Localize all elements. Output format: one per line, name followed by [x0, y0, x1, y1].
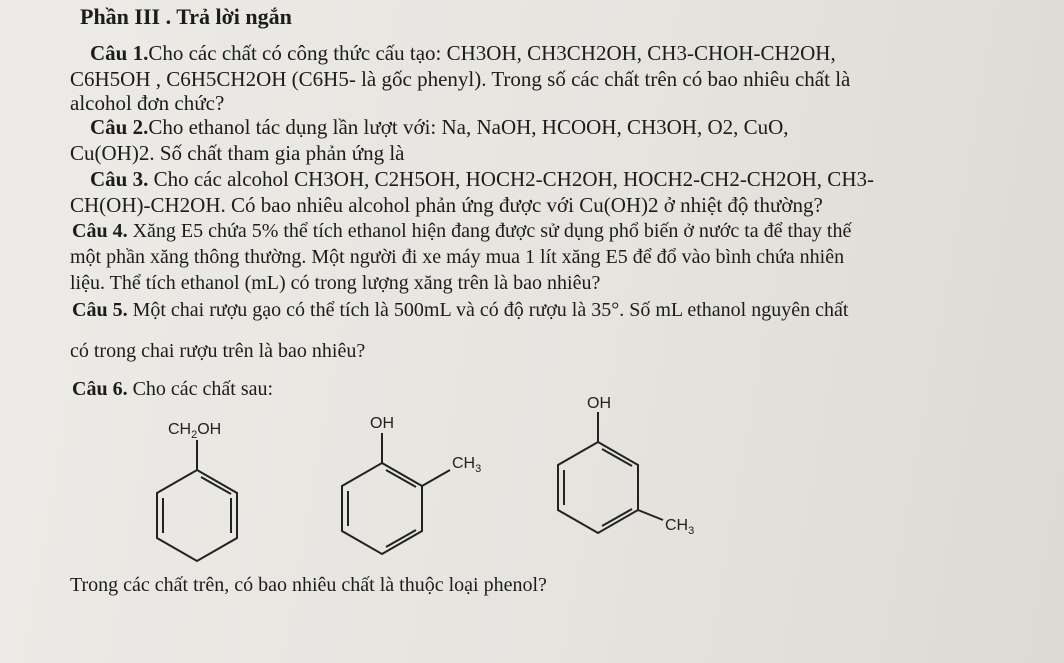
bond-ch3-3	[638, 510, 663, 520]
question-5-label: Câu 5.	[72, 299, 128, 321]
m1-ch2oh-label: $CH_2OH$	[168, 421, 222, 441]
m2-oh-label: OH	[370, 415, 394, 432]
double-bond-2c	[386, 530, 416, 547]
benzene-ring-2	[342, 463, 422, 554]
double-bond-3c	[602, 509, 632, 526]
m2-ch3-label: $CH_3$	[452, 455, 482, 475]
m3-oh-label: OH	[587, 395, 611, 412]
question-4-line-3: liệu. Thể tích ethanol (mL) có trong lượng xăng trên là bao nhiêu?	[70, 272, 601, 294]
bond-ch3-2	[422, 470, 450, 486]
section-title: Phần III . Trả lời ngắn	[80, 4, 292, 29]
question-4-line-2: một phần xăng thông thường. Một người đi xe máy mua 1 lít xăng E5 để đổ vào bình chứa nhiên	[70, 246, 845, 268]
question-1-formulas: CH3OH, CH3CH2OH, CH3-CHOH-CH2OH,	[446, 41, 836, 65]
question-2-text-1: Cho ethanol tác dụng lần lượt với: Na, NaOH, HCOOH, CH3OH, O2, CuO,	[148, 115, 789, 139]
question-2-line-2: Cu(OH)2. Số chất tham gia phản ứng là	[70, 141, 405, 165]
question-6-label: Câu 6.	[72, 378, 128, 400]
question-1-label: Câu 1.	[90, 41, 149, 65]
molecule-o-cresol	[342, 433, 450, 554]
question-2-label: Câu 2.	[90, 115, 149, 139]
benzene-ring-1	[157, 470, 237, 561]
molecule-benzyl-alcohol	[157, 440, 237, 561]
double-bond-2b	[386, 470, 416, 487]
benzene-ring-3	[558, 442, 638, 533]
molecule-m-cresol	[558, 412, 663, 533]
question-1-text-1: Cho các chất có công thức cấu tạo:	[148, 41, 447, 65]
question-5-line-2: có trong chai rượu trên là bao nhiêu?	[70, 340, 366, 362]
question-5-text-1: Một chai rượu gạo có thể tích là 500mL và có độ rượu là 35°. Số mL ethanol nguyên chất	[132, 299, 849, 321]
question-3-label: Câu 3.	[90, 167, 149, 191]
question-1-line-3: alcohol đơn chức?	[70, 91, 225, 115]
question-4-text-1: Xăng E5 chứa 5% thể tích ethanol hiện đang được sử dụng phổ biến ở nước ta để thay thế	[132, 220, 852, 242]
question-3-line-2: CH(OH)-CH2OH. Có bao nhiêu alcohol phản ứng được với Cu(OH)2 ở nhiệt độ thường?	[70, 193, 823, 217]
double-bond-3b	[602, 449, 632, 466]
question-6-intro: Cho các chất sau:	[132, 378, 274, 400]
question-3-text-1: Cho các alcohol CH3OH, C2H5OH, HOCH2-CH2OH, HOCH2-CH2-CH2OH, CH3-	[153, 167, 874, 191]
question-1-line-2: C6H5OH , C6H5CH2OH (C6H5- là gốc phenyl). Trong số các chất trên có bao nhiêu chất là	[70, 67, 851, 91]
question-4-label: Câu 4.	[72, 220, 128, 242]
question-6-question: Trong các chất trên, có bao nhiêu chất là thuộc loại phenol?	[70, 574, 547, 596]
m3-ch3-label: $CH_3$	[665, 517, 695, 537]
double-bond-1c	[201, 477, 231, 494]
